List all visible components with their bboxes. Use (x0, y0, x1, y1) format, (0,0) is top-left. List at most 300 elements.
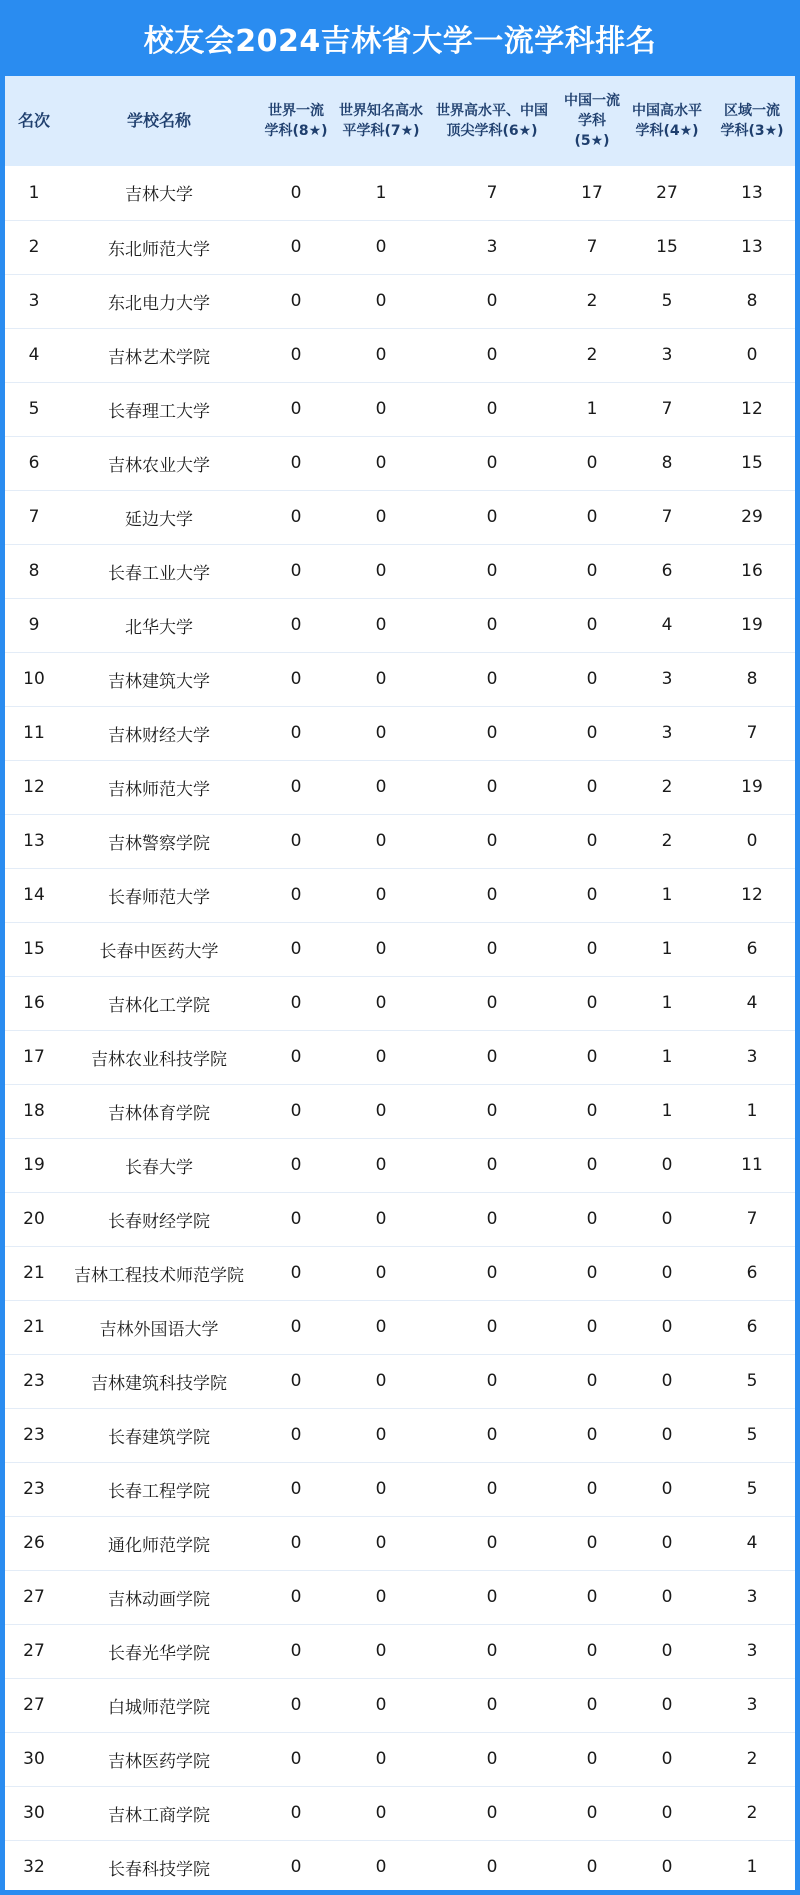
china-first-class-count: 0 (559, 1192, 625, 1246)
china-high-level-count: 1 (625, 868, 709, 922)
china-first-class-count: 0 (559, 868, 625, 922)
world-renowned-count: 0 (337, 1192, 425, 1246)
header-world-first-class (255, 76, 337, 166)
regional-first-class-count: 5 (709, 1408, 795, 1462)
world-high-level-count: 0 (425, 544, 559, 598)
world-high-level-count: 0 (425, 1354, 559, 1408)
china-first-class-count: 0 (559, 652, 625, 706)
world-high-level-count: 0 (425, 274, 559, 328)
china-first-class-count: 2 (559, 328, 625, 382)
ranking-sheet (5, 76, 795, 1890)
rank-cell: 21 (5, 1300, 63, 1354)
regional-first-class-count: 1 (709, 1084, 795, 1138)
regional-first-class-count: 12 (709, 382, 795, 436)
school-name-cell: 北华大学 (63, 598, 255, 652)
school-name-cell: 吉林体育学院 (63, 1084, 255, 1138)
world-renowned-count: 0 (337, 1786, 425, 1840)
rank-cell: 30 (5, 1786, 63, 1840)
china-high-level-count: 0 (661, 1857, 673, 1878)
table-row (5, 1192, 795, 1246)
world-renowned-count: 0 (337, 1570, 425, 1624)
world-high-level-count: 0 (486, 1857, 498, 1878)
table-row (5, 1678, 795, 1732)
table-row (5, 1786, 795, 1840)
china-first-class-count: 0 (559, 1246, 625, 1300)
china-first-class-count: 0 (559, 544, 625, 598)
china-first-class-count: 0 (559, 1300, 625, 1354)
world-high-level-count: 0 (425, 1570, 559, 1624)
school-name-cell: 长春工业大学 (63, 544, 255, 598)
china-high-level-count: 7 (625, 382, 709, 436)
world-high-level-count: 0 (425, 436, 559, 490)
school-name-cell: 吉林建筑大学 (63, 652, 255, 706)
school-name-cell: 延边大学 (63, 490, 255, 544)
china-first-class-count: 0 (559, 1138, 625, 1192)
world-high-level-count: 0 (425, 1192, 559, 1246)
china-first-class-count: 0 (559, 1732, 625, 1786)
china-first-class-count: 0 (559, 436, 625, 490)
regional-first-class-count: 5 (709, 1462, 795, 1516)
china-high-level-count: 0 (625, 1246, 709, 1300)
world-renowned-count: 0 (337, 760, 425, 814)
regional-first-class-count: 8 (709, 652, 795, 706)
regional-first-class-count: 6 (709, 1300, 795, 1354)
regional-first-class-count: 8 (709, 274, 795, 328)
header-world-renowned-line1: 世界知名高水 (339, 103, 423, 119)
china-first-class-count: 0 (559, 1030, 625, 1084)
world-first-class-count: 0 (255, 814, 337, 868)
world-renowned-count: 0 (337, 814, 425, 868)
regional-first-class-count: 29 (709, 490, 795, 544)
regional-first-class-count: 3 (709, 1030, 795, 1084)
world-high-level-count: 0 (425, 328, 559, 382)
world-renowned-count: 0 (337, 1300, 425, 1354)
world-renowned-count: 0 (337, 1624, 425, 1678)
header-world-high-level (425, 76, 559, 166)
rank-cell: 4 (5, 328, 63, 382)
header-world-high-level-line2: 顶尖学科(6★) (446, 123, 538, 139)
rank-cell: 2 (5, 220, 63, 274)
china-high-level-count: 7 (625, 490, 709, 544)
table-row (5, 274, 795, 328)
regional-first-class-count: 6 (709, 1246, 795, 1300)
regional-first-class-count: 0 (709, 814, 795, 868)
china-first-class-count: 7 (559, 220, 625, 274)
world-first-class-count: 0 (255, 544, 337, 598)
school-name-cell: 长春理工大学 (63, 382, 255, 436)
world-first-class-count: 0 (255, 706, 337, 760)
table-body (5, 166, 795, 1890)
school-name-cell: 吉林工商学院 (63, 1786, 255, 1840)
world-high-level-count: 0 (425, 814, 559, 868)
school-name-cell: 长春师范大学 (63, 868, 255, 922)
regional-first-class-count: 19 (709, 760, 795, 814)
china-first-class-count: 0 (559, 814, 625, 868)
header-regional-first-class (709, 76, 795, 166)
world-high-level-count: 0 (425, 652, 559, 706)
rank-cell: 13 (5, 814, 63, 868)
rank-cell: 10 (5, 652, 63, 706)
table-row (5, 1354, 795, 1408)
world-renowned-count: 0 (337, 220, 425, 274)
rank-cell: 20 (5, 1192, 63, 1246)
china-first-class-count: 0 (559, 706, 625, 760)
world-renowned-count: 0 (337, 868, 425, 922)
world-renowned-count: 0 (337, 1732, 425, 1786)
table-row (5, 220, 795, 274)
rank-cell: 23 (5, 1408, 63, 1462)
world-first-class-count: 0 (255, 166, 337, 220)
china-high-level-count: 5 (625, 274, 709, 328)
rank-cell: 23 (5, 1354, 63, 1408)
school-name-cell: 吉林财经大学 (63, 706, 255, 760)
school-name-cell: 东北电力大学 (63, 274, 255, 328)
china-high-level-count: 2 (625, 760, 709, 814)
world-renowned-count: 0 (337, 490, 425, 544)
table-row (5, 1624, 795, 1678)
table-row (5, 166, 795, 220)
china-first-class-count: 0 (559, 1624, 625, 1678)
world-high-level-count: 0 (425, 760, 559, 814)
world-first-class-count: 0 (255, 1462, 337, 1516)
rank-cell: 30 (5, 1732, 63, 1786)
ranking-table (5, 76, 795, 1890)
world-high-level-count: 0 (425, 1732, 559, 1786)
school-name-cell: 吉林师范大学 (63, 760, 255, 814)
school-name-cell: 通化师范学院 (63, 1516, 255, 1570)
school-name-cell: 长春财经学院 (63, 1192, 255, 1246)
rank-cell: 5 (5, 382, 63, 436)
world-first-class-count: 0 (255, 490, 337, 544)
world-renowned-count: 0 (337, 976, 425, 1030)
world-first-class-count: 0 (255, 652, 337, 706)
china-high-level-count: 8 (625, 436, 709, 490)
header-world-high-level-line1: 世界高水平、中国 (436, 103, 548, 119)
table-row (5, 1462, 795, 1516)
school-name-cell: 吉林外国语大学 (63, 1300, 255, 1354)
header-school: 学校名称 (126, 111, 191, 130)
world-renowned-count: 0 (337, 1138, 425, 1192)
regional-first-class-count: 11 (709, 1138, 795, 1192)
rank-cell: 18 (5, 1084, 63, 1138)
china-high-level-count: 15 (625, 220, 709, 274)
rank-cell: 7 (5, 490, 63, 544)
world-renowned-count: 0 (375, 1857, 387, 1878)
table-row (5, 1084, 795, 1138)
world-renowned-count: 0 (337, 328, 425, 382)
school-name-cell: 长春科技学院 (108, 1859, 210, 1880)
header-rank: 名次 (17, 111, 50, 130)
world-first-class-count: 0 (255, 1300, 337, 1354)
world-high-level-count: 7 (425, 166, 559, 220)
rank-cell: 27 (5, 1570, 63, 1624)
china-high-level-count: 2 (625, 814, 709, 868)
header-china-first-class-line1: 中国一流 (564, 93, 620, 109)
table-row (5, 1840, 795, 1890)
china-first-class-count: 0 (559, 1462, 625, 1516)
china-first-class-count: 0 (559, 490, 625, 544)
china-high-level-count: 6 (625, 544, 709, 598)
china-high-level-count: 3 (625, 328, 709, 382)
world-first-class-count: 0 (255, 868, 337, 922)
school-name-cell: 吉林动画学院 (63, 1570, 255, 1624)
table-row (5, 652, 795, 706)
world-first-class-count: 0 (255, 1732, 337, 1786)
school-name-cell: 长春工程学院 (63, 1462, 255, 1516)
header-china-high-level-line2: 学科(4★) (635, 123, 699, 139)
regional-first-class-count: 19 (709, 598, 795, 652)
world-renowned-count: 0 (337, 1678, 425, 1732)
table-row (5, 868, 795, 922)
world-renowned-count: 0 (337, 1084, 425, 1138)
world-high-level-count: 3 (425, 220, 559, 274)
table-row (5, 1300, 795, 1354)
table-row (5, 328, 795, 382)
world-first-class-count: 0 (255, 1084, 337, 1138)
world-high-level-count: 0 (425, 1786, 559, 1840)
regional-first-class-count: 7 (709, 706, 795, 760)
header-world-first-class-line2: 学科(8★) (264, 123, 328, 139)
china-high-level-count: 1 (625, 922, 709, 976)
world-high-level-count: 0 (425, 976, 559, 1030)
school-name-cell: 白城师范学院 (63, 1678, 255, 1732)
rank-cell: 32 (23, 1857, 45, 1878)
rank-cell: 26 (5, 1516, 63, 1570)
world-first-class-count: 0 (255, 1570, 337, 1624)
regional-first-class-count: 4 (709, 976, 795, 1030)
world-renowned-count: 0 (337, 382, 425, 436)
world-high-level-count: 0 (425, 1138, 559, 1192)
world-high-level-count: 0 (425, 868, 559, 922)
table-row (5, 436, 795, 490)
table-header (5, 76, 795, 166)
header-world-renowned (337, 76, 425, 166)
world-first-class-count: 0 (255, 328, 337, 382)
table-row (5, 814, 795, 868)
page-title: 校友会2024吉林省大学一流学科排名 (143, 24, 657, 59)
china-high-level-count: 1 (625, 1084, 709, 1138)
school-name-cell: 吉林工程技术师范学院 (63, 1246, 255, 1300)
china-first-class-count: 17 (559, 166, 625, 220)
header-row (5, 76, 795, 166)
china-high-level-count: 0 (625, 1624, 709, 1678)
rank-cell: 14 (5, 868, 63, 922)
regional-first-class-count: 13 (709, 220, 795, 274)
regional-first-class-count: 5 (709, 1354, 795, 1408)
world-renowned-count: 0 (337, 652, 425, 706)
school-name-cell: 吉林建筑科技学院 (63, 1354, 255, 1408)
china-high-level-count: 0 (625, 1408, 709, 1462)
china-first-class-count: 0 (559, 760, 625, 814)
table-row (5, 382, 795, 436)
world-high-level-count: 0 (425, 1678, 559, 1732)
world-first-class-count: 0 (255, 1354, 337, 1408)
table-row (5, 922, 795, 976)
china-high-level-count: 0 (625, 1192, 709, 1246)
rank-cell: 21 (5, 1246, 63, 1300)
world-renowned-count: 0 (337, 1354, 425, 1408)
table-row (5, 1570, 795, 1624)
header-world-first-class-line1: 世界一流 (268, 103, 324, 119)
rank-cell: 1 (5, 166, 63, 220)
world-first-class-count: 0 (255, 1246, 337, 1300)
rank-cell: 8 (5, 544, 63, 598)
table-row (5, 1408, 795, 1462)
world-first-class-count: 0 (290, 1857, 302, 1878)
regional-first-class-count: 12 (709, 868, 795, 922)
world-renowned-count: 0 (337, 1408, 425, 1462)
world-first-class-count: 0 (255, 1678, 337, 1732)
world-first-class-count: 0 (255, 1408, 337, 1462)
header-china-high-level (625, 76, 709, 166)
world-high-level-count: 0 (425, 1408, 559, 1462)
header-china-first-class-line2: 学科(5★) (574, 113, 610, 149)
world-renowned-count: 0 (337, 1030, 425, 1084)
world-renowned-count: 0 (337, 598, 425, 652)
china-first-class-count: 0 (559, 922, 625, 976)
china-first-class-count: 0 (559, 1786, 625, 1840)
world-renowned-count: 0 (337, 1516, 425, 1570)
table-row (5, 1732, 795, 1786)
world-renowned-count: 0 (337, 706, 425, 760)
table-row (5, 1030, 795, 1084)
rank-cell: 16 (5, 976, 63, 1030)
china-high-level-count: 0 (625, 1570, 709, 1624)
table-row (5, 598, 795, 652)
rank-cell: 6 (5, 436, 63, 490)
table-row (5, 706, 795, 760)
regional-first-class-count: 7 (709, 1192, 795, 1246)
world-high-level-count: 0 (425, 706, 559, 760)
world-renowned-count: 1 (337, 166, 425, 220)
china-high-level-count: 0 (625, 1138, 709, 1192)
regional-first-class-count: 3 (709, 1678, 795, 1732)
china-first-class-count: 0 (559, 976, 625, 1030)
school-name-cell: 吉林警察学院 (63, 814, 255, 868)
world-first-class-count: 0 (255, 1624, 337, 1678)
world-first-class-count: 0 (255, 1030, 337, 1084)
world-first-class-count: 0 (255, 1192, 337, 1246)
header-regional-first-class-line2: 学科(3★) (720, 123, 784, 139)
world-first-class-count: 0 (255, 382, 337, 436)
table-row (5, 490, 795, 544)
china-high-level-count: 3 (625, 652, 709, 706)
table-row (5, 544, 795, 598)
table-row (5, 760, 795, 814)
china-high-level-count: 0 (625, 1354, 709, 1408)
header-regional-first-class-line1: 区域一流 (724, 103, 780, 119)
world-high-level-count: 0 (425, 1300, 559, 1354)
china-high-level-count: 0 (625, 1462, 709, 1516)
regional-first-class-count: 13 (709, 166, 795, 220)
regional-first-class-count: 2 (709, 1786, 795, 1840)
school-name-cell: 长春中医药大学 (63, 922, 255, 976)
china-first-class-count: 2 (559, 274, 625, 328)
school-name-cell: 吉林艺术学院 (63, 328, 255, 382)
world-renowned-count: 0 (337, 1246, 425, 1300)
world-renowned-count: 0 (337, 436, 425, 490)
regional-first-class-count: 15 (709, 436, 795, 490)
rank-cell: 27 (5, 1624, 63, 1678)
world-high-level-count: 0 (425, 1462, 559, 1516)
table-row (5, 1246, 795, 1300)
world-high-level-count: 0 (425, 1030, 559, 1084)
world-first-class-count: 0 (255, 220, 337, 274)
china-first-class-count: 0 (586, 1857, 598, 1878)
school-name-cell: 长春大学 (63, 1138, 255, 1192)
school-name-cell: 吉林农业大学 (63, 436, 255, 490)
china-high-level-count: 0 (625, 1678, 709, 1732)
header-china-first-class (559, 76, 625, 166)
china-first-class-count: 0 (559, 1678, 625, 1732)
china-high-level-count: 27 (625, 166, 709, 220)
china-high-level-count: 0 (625, 1300, 709, 1354)
world-high-level-count: 0 (425, 922, 559, 976)
china-first-class-count: 0 (559, 1516, 625, 1570)
world-first-class-count: 0 (255, 274, 337, 328)
regional-first-class-count: 4 (709, 1516, 795, 1570)
regional-first-class-count: 16 (709, 544, 795, 598)
world-renowned-count: 0 (337, 544, 425, 598)
header-world-renowned-line2: 平学科(7★) (342, 123, 420, 139)
table-row (5, 1516, 795, 1570)
world-renowned-count: 0 (337, 274, 425, 328)
rank-cell: 11 (5, 706, 63, 760)
china-first-class-count: 0 (559, 1354, 625, 1408)
school-name-cell: 吉林农业科技学院 (63, 1030, 255, 1084)
school-name-cell: 东北师范大学 (63, 220, 255, 274)
regional-first-class-count: 1 (746, 1857, 758, 1878)
china-first-class-count: 0 (559, 1570, 625, 1624)
world-first-class-count: 0 (255, 598, 337, 652)
china-high-level-count: 0 (625, 1732, 709, 1786)
world-first-class-count: 0 (255, 1786, 337, 1840)
china-high-level-count: 0 (625, 1516, 709, 1570)
world-high-level-count: 0 (425, 490, 559, 544)
regional-first-class-count: 3 (709, 1570, 795, 1624)
rank-cell: 9 (5, 598, 63, 652)
regional-first-class-count: 6 (709, 922, 795, 976)
rank-cell: 15 (5, 922, 63, 976)
header-china-high-level-line1: 中国高水平 (632, 103, 702, 119)
world-renowned-count: 0 (337, 922, 425, 976)
regional-first-class-count: 3 (709, 1624, 795, 1678)
rank-cell: 27 (5, 1678, 63, 1732)
world-first-class-count: 0 (255, 760, 337, 814)
world-renowned-count: 0 (337, 1462, 425, 1516)
world-first-class-count: 0 (255, 976, 337, 1030)
china-high-level-count: 3 (625, 706, 709, 760)
world-first-class-count: 0 (255, 922, 337, 976)
rank-cell: 23 (5, 1462, 63, 1516)
china-first-class-count: 0 (559, 1408, 625, 1462)
world-high-level-count: 0 (425, 1084, 559, 1138)
regional-first-class-count: 0 (709, 328, 795, 382)
school-name-cell: 长春光华学院 (63, 1624, 255, 1678)
school-name-cell: 长春建筑学院 (63, 1408, 255, 1462)
rank-cell: 19 (5, 1138, 63, 1192)
china-high-level-count: 0 (625, 1786, 709, 1840)
world-high-level-count: 0 (425, 1624, 559, 1678)
table-row (5, 1138, 795, 1192)
table-row (5, 976, 795, 1030)
rank-cell: 12 (5, 760, 63, 814)
world-high-level-count: 0 (425, 598, 559, 652)
world-first-class-count: 0 (255, 436, 337, 490)
china-high-level-count: 1 (625, 1030, 709, 1084)
china-first-class-count: 0 (559, 598, 625, 652)
china-high-level-count: 1 (625, 976, 709, 1030)
